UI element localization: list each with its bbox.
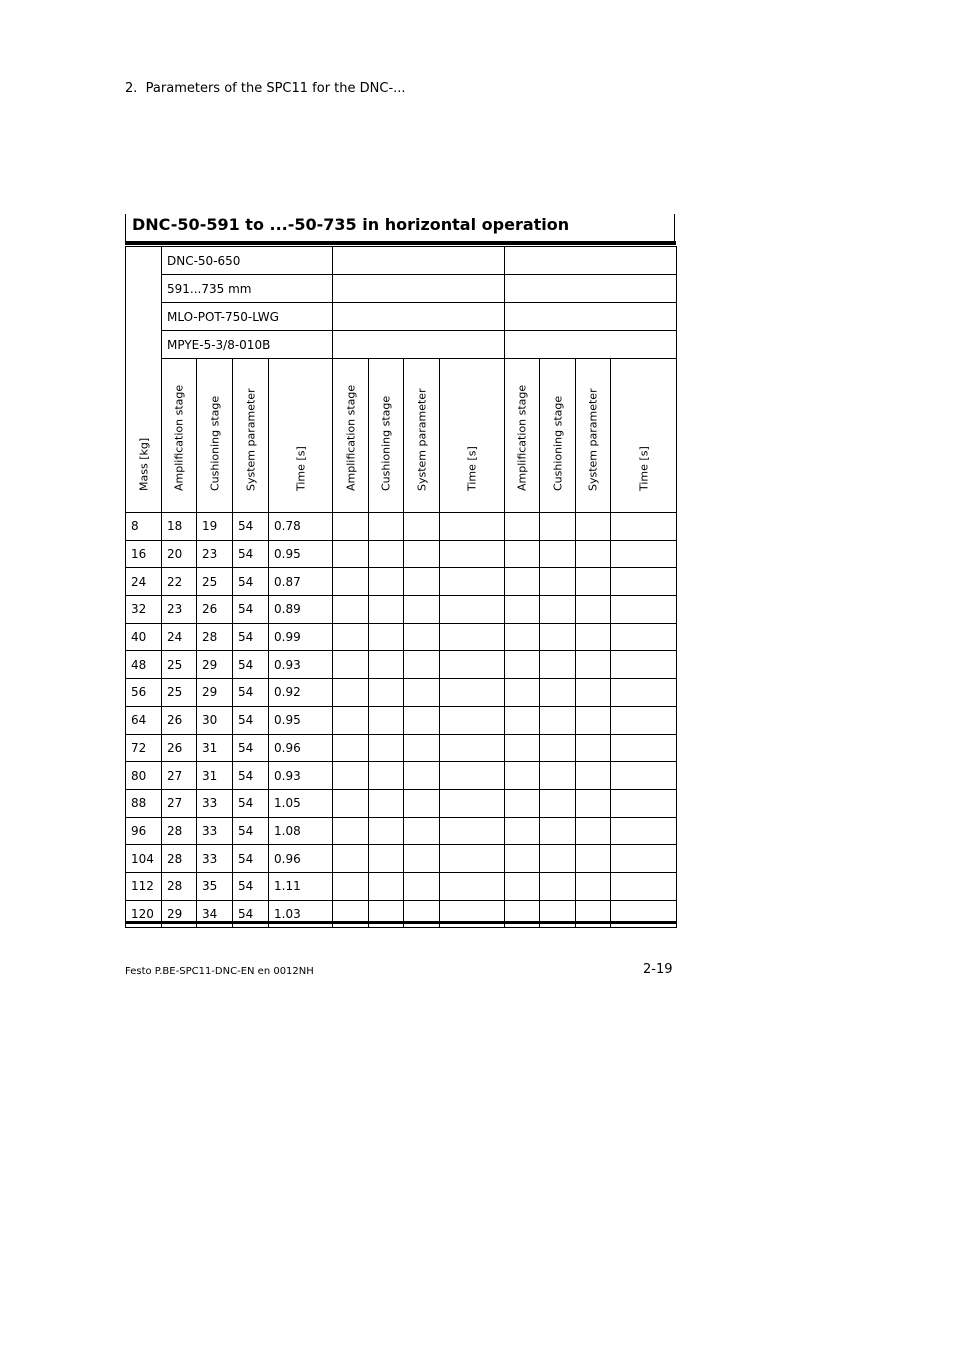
value-cell: 28 — [162, 872, 197, 900]
info-cell-empty — [333, 275, 505, 303]
empty-cell — [440, 540, 505, 568]
empty-cell — [505, 706, 540, 734]
info-cell-empty — [505, 331, 677, 359]
empty-cell — [440, 623, 505, 651]
empty-cell — [369, 762, 404, 790]
empty-cell — [505, 513, 540, 541]
empty-cell — [540, 817, 576, 845]
value-cell: 1.08 — [269, 817, 333, 845]
empty-cell — [369, 540, 404, 568]
info-cell: MPYE-5-3/8-010B — [162, 331, 333, 359]
value-cell: 54 — [233, 872, 269, 900]
empty-cell — [576, 596, 611, 624]
empty-cell — [333, 568, 369, 596]
value-cell: 33 — [197, 845, 233, 873]
mass-cell: 80 — [126, 762, 162, 790]
mass-cell: 96 — [126, 817, 162, 845]
empty-cell — [505, 845, 540, 873]
empty-cell — [440, 706, 505, 734]
empty-cell — [576, 651, 611, 679]
value-cell: 35 — [197, 872, 233, 900]
empty-cell — [333, 845, 369, 873]
value-cell: 0.93 — [269, 651, 333, 679]
empty-cell — [505, 789, 540, 817]
empty-cell — [369, 596, 404, 624]
value-cell: 54 — [233, 817, 269, 845]
empty-cell — [576, 734, 611, 762]
empty-cell — [440, 845, 505, 873]
value-cell: 25 — [162, 679, 197, 707]
empty-cell — [611, 651, 677, 679]
value-cell: 30 — [197, 706, 233, 734]
empty-cell — [611, 762, 677, 790]
value-cell: 54 — [233, 568, 269, 596]
empty-cell — [333, 679, 369, 707]
value-cell: 54 — [233, 900, 269, 928]
value-cell: 54 — [233, 679, 269, 707]
column-header-cell — [540, 359, 576, 513]
mass-cell: 56 — [126, 679, 162, 707]
empty-cell — [576, 845, 611, 873]
empty-cell — [540, 596, 576, 624]
empty-cell — [505, 568, 540, 596]
empty-cell — [369, 651, 404, 679]
column-header-cell — [333, 359, 369, 513]
column-header: Time [s] — [294, 446, 307, 491]
column-header-cell — [162, 359, 197, 513]
empty-cell — [611, 734, 677, 762]
empty-cell — [333, 734, 369, 762]
value-cell: 54 — [233, 540, 269, 568]
empty-cell — [404, 762, 440, 790]
value-cell: 54 — [233, 623, 269, 651]
info-cell: DNC-50-650 — [162, 247, 333, 275]
empty-cell — [440, 872, 505, 900]
empty-cell — [440, 817, 505, 845]
mass-cell: 112 — [126, 872, 162, 900]
column-header: Cushioning stage — [379, 395, 393, 491]
mass-cell: 40 — [126, 623, 162, 651]
empty-cell — [505, 651, 540, 679]
empty-cell — [540, 872, 576, 900]
empty-cell — [540, 789, 576, 817]
table-row — [126, 568, 677, 596]
column-header: Time [s] — [465, 446, 479, 491]
mass-cell: 72 — [126, 734, 162, 762]
value-cell: 25 — [197, 568, 233, 596]
value-cell: 27 — [162, 789, 197, 817]
info-cell-empty — [505, 303, 677, 331]
column-header: Time [s] — [637, 446, 650, 491]
value-cell: 28 — [162, 817, 197, 845]
empty-cell — [404, 817, 440, 845]
value-cell: 25 — [162, 651, 197, 679]
empty-cell — [576, 762, 611, 790]
value-cell: 0.78 — [269, 513, 333, 541]
info-cell-empty — [333, 331, 505, 359]
empty-cell — [505, 679, 540, 707]
info-cell: MLO-POT-750-LWG — [162, 303, 333, 331]
empty-cell — [576, 872, 611, 900]
value-cell: 1.05 — [269, 789, 333, 817]
value-cell: 23 — [197, 540, 233, 568]
value-cell: 19 — [197, 513, 233, 541]
empty-cell — [576, 679, 611, 707]
value-cell: 33 — [197, 817, 233, 845]
empty-cell — [611, 513, 677, 541]
empty-cell — [540, 540, 576, 568]
mass-cell: 48 — [126, 651, 162, 679]
value-cell: 54 — [233, 789, 269, 817]
column-header-cell — [269, 359, 333, 513]
column-header-cell — [440, 359, 505, 513]
value-cell: 34 — [197, 900, 233, 928]
value-cell: 54 — [233, 596, 269, 624]
table-row — [126, 817, 677, 845]
table-title-bar — [125, 214, 675, 242]
empty-cell — [404, 513, 440, 541]
empty-cell — [404, 596, 440, 624]
empty-cell — [333, 651, 369, 679]
empty-cell — [576, 623, 611, 651]
empty-cell — [576, 817, 611, 845]
footer-doc-id: Festo P.BE-SPC11-DNC-EN en 0012NH — [125, 966, 314, 977]
empty-cell — [369, 872, 404, 900]
table-row — [126, 623, 677, 651]
value-cell: 0.95 — [269, 540, 333, 568]
parameter-table — [125, 246, 677, 928]
column-header: Amplification stage — [515, 384, 529, 491]
empty-cell — [440, 596, 505, 624]
table-bottom-rule — [125, 921, 676, 924]
column-header-cell — [233, 359, 269, 513]
empty-cell — [576, 540, 611, 568]
value-cell: 26 — [162, 706, 197, 734]
value-cell: 54 — [233, 706, 269, 734]
empty-cell — [440, 679, 505, 707]
value-cell: 22 — [162, 568, 197, 596]
value-cell: 0.93 — [269, 762, 333, 790]
value-cell: 1.03 — [269, 900, 333, 928]
value-cell: 0.99 — [269, 623, 333, 651]
empty-cell — [540, 568, 576, 596]
table-row — [126, 734, 677, 762]
empty-cell — [505, 762, 540, 790]
value-cell: 27 — [162, 762, 197, 790]
empty-cell — [404, 623, 440, 651]
empty-cell — [505, 540, 540, 568]
mass-cell: 16 — [126, 540, 162, 568]
column-header: System parameter — [415, 388, 428, 491]
empty-cell — [505, 596, 540, 624]
value-cell: 31 — [197, 734, 233, 762]
empty-cell — [576, 706, 611, 734]
empty-cell — [611, 540, 677, 568]
empty-cell — [611, 789, 677, 817]
empty-cell — [540, 623, 576, 651]
empty-cell — [611, 623, 677, 651]
mass-cell: 64 — [126, 706, 162, 734]
column-header: Cushioning stage — [208, 395, 221, 491]
table-row — [126, 513, 677, 541]
value-cell: 0.96 — [269, 734, 333, 762]
column-header-cell — [576, 359, 611, 513]
empty-cell — [333, 513, 369, 541]
empty-cell — [540, 762, 576, 790]
table-row — [126, 789, 677, 817]
value-cell: 54 — [233, 651, 269, 679]
mass-cell: 32 — [126, 596, 162, 624]
empty-cell — [611, 679, 677, 707]
mass-cell: 104 — [126, 845, 162, 873]
empty-cell — [369, 679, 404, 707]
table-title: DNC-50-591 to ...-50-735 in horizontal operation — [132, 215, 570, 234]
mass-cell: 120 — [126, 900, 162, 928]
value-cell: 23 — [162, 596, 197, 624]
table-row — [126, 679, 677, 707]
empty-cell — [333, 817, 369, 845]
empty-cell — [333, 540, 369, 568]
empty-cell — [540, 679, 576, 707]
column-header-cell — [369, 359, 404, 513]
mass-cell: 24 — [126, 568, 162, 596]
empty-cell — [369, 734, 404, 762]
column-header: Cushioning stage — [551, 395, 564, 491]
table-row — [126, 596, 677, 624]
mass-cell: 88 — [126, 789, 162, 817]
column-header: System parameter — [244, 388, 257, 491]
value-cell: 0.92 — [269, 679, 333, 707]
value-cell: 54 — [233, 513, 269, 541]
value-cell: 0.87 — [269, 568, 333, 596]
value-cell: 54 — [233, 734, 269, 762]
empty-cell — [576, 568, 611, 596]
value-cell: 29 — [162, 900, 197, 928]
value-cell: 24 — [162, 623, 197, 651]
page-number: 2-19 — [643, 962, 673, 977]
empty-cell — [611, 817, 677, 845]
info-cell-empty — [505, 275, 677, 303]
value-cell: 28 — [162, 845, 197, 873]
empty-cell — [540, 513, 576, 541]
value-cell: 1.11 — [269, 872, 333, 900]
empty-cell — [333, 762, 369, 790]
empty-cell — [540, 706, 576, 734]
column-header: Amplification stage — [172, 384, 186, 491]
empty-cell — [333, 872, 369, 900]
column-header-cell — [197, 359, 233, 513]
empty-cell — [540, 845, 576, 873]
empty-cell — [505, 872, 540, 900]
table-row — [126, 762, 677, 790]
empty-cell — [505, 817, 540, 845]
value-cell: 26 — [197, 596, 233, 624]
value-cell: 33 — [197, 789, 233, 817]
empty-cell — [404, 679, 440, 707]
value-cell: 0.89 — [269, 596, 333, 624]
empty-cell — [369, 623, 404, 651]
empty-cell — [440, 513, 505, 541]
column-header-cell — [505, 359, 540, 513]
table-row — [126, 872, 677, 900]
mass-header-cell — [126, 247, 162, 513]
empty-cell — [404, 540, 440, 568]
empty-cell — [333, 789, 369, 817]
empty-cell — [404, 651, 440, 679]
table-row — [126, 540, 677, 568]
value-cell: 20 — [162, 540, 197, 568]
running-header: 2. Parameters of the SPC11 for the DNC-... — [125, 81, 406, 96]
empty-cell — [611, 872, 677, 900]
empty-cell — [576, 513, 611, 541]
empty-cell — [611, 596, 677, 624]
empty-cell — [404, 706, 440, 734]
empty-cell — [505, 734, 540, 762]
info-cell-empty — [333, 247, 505, 275]
empty-cell — [369, 568, 404, 596]
value-cell: 28 — [197, 623, 233, 651]
value-cell: 29 — [197, 651, 233, 679]
info-cell-empty — [333, 303, 505, 331]
empty-cell — [576, 789, 611, 817]
empty-cell — [369, 706, 404, 734]
column-header-cell — [611, 359, 677, 513]
value-cell: 26 — [162, 734, 197, 762]
value-cell: 54 — [233, 762, 269, 790]
value-cell: 0.96 — [269, 845, 333, 873]
info-cell: 591...735 mm — [162, 275, 333, 303]
empty-cell — [440, 734, 505, 762]
table-row — [126, 651, 677, 679]
empty-cell — [404, 789, 440, 817]
mass-cell: 8 — [126, 513, 162, 541]
empty-cell — [369, 845, 404, 873]
empty-cell — [369, 817, 404, 845]
empty-cell — [440, 789, 505, 817]
info-cell-empty — [505, 247, 677, 275]
value-cell: 54 — [233, 845, 269, 873]
table-row — [126, 845, 677, 873]
value-cell: 29 — [197, 679, 233, 707]
empty-cell — [333, 623, 369, 651]
empty-cell — [505, 623, 540, 651]
empty-cell — [333, 596, 369, 624]
empty-cell — [404, 845, 440, 873]
title-rule — [125, 241, 676, 245]
empty-cell — [369, 513, 404, 541]
empty-cell — [333, 706, 369, 734]
empty-cell — [440, 651, 505, 679]
empty-cell — [611, 845, 677, 873]
empty-cell — [540, 651, 576, 679]
empty-cell — [404, 872, 440, 900]
table-row — [126, 706, 677, 734]
value-cell: 31 — [197, 762, 233, 790]
empty-cell — [404, 568, 440, 596]
empty-cell — [540, 734, 576, 762]
empty-cell — [440, 568, 505, 596]
column-header-cell — [404, 359, 440, 513]
value-cell: 0.95 — [269, 706, 333, 734]
column-header: Amplification stage — [344, 384, 357, 491]
mass-header: Mass [kg] — [137, 437, 150, 491]
empty-cell — [611, 706, 677, 734]
column-header: System parameter — [586, 388, 600, 491]
empty-cell — [440, 762, 505, 790]
empty-cell — [611, 568, 677, 596]
empty-cell — [369, 789, 404, 817]
value-cell: 18 — [162, 513, 197, 541]
empty-cell — [404, 734, 440, 762]
